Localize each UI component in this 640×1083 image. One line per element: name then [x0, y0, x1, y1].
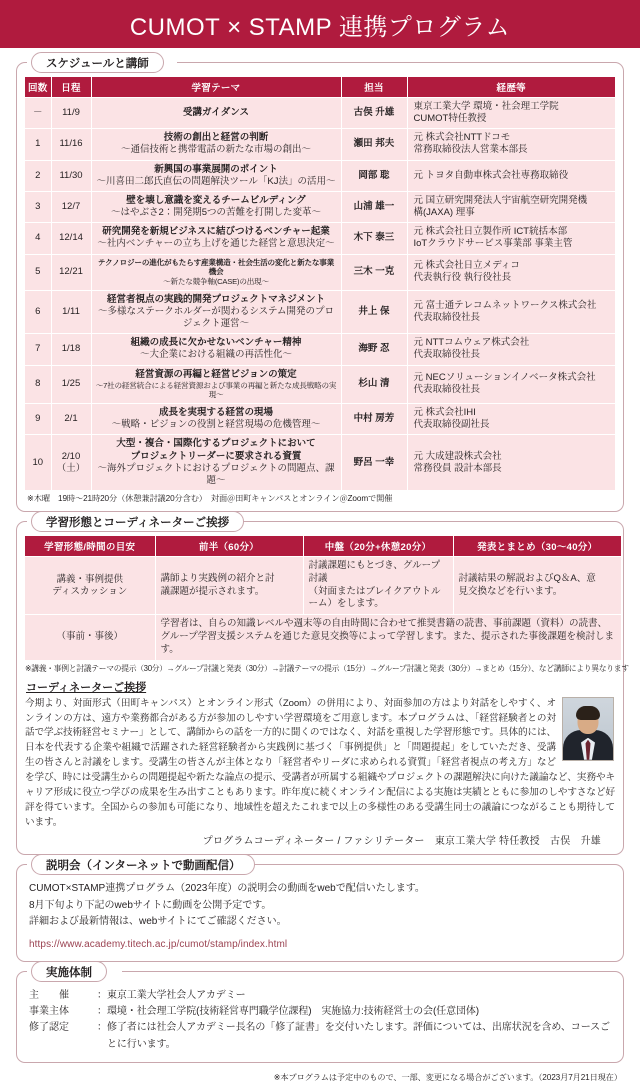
- cell-no: 1: [25, 129, 51, 160]
- briefing-line: 8月下旬より下記のwebサイトに動画を公開予定です。: [29, 899, 272, 911]
- organization-value: 修了者には社会人アカデミー長名の「修了証書」を交付いたします。評価については、出席状況を含め、コースごとに行います。: [107, 1022, 610, 1050]
- cell-lecturer: 杉山 清: [341, 365, 407, 404]
- section-heading-briefing: 説明会（インターネットで動画配信）: [31, 854, 255, 875]
- section-briefing: [16, 859, 624, 962]
- format-table: [25, 536, 621, 660]
- table-row: [25, 223, 615, 254]
- cell-date: 1/18: [51, 334, 91, 365]
- table-row: [25, 160, 615, 191]
- cell-no: 5: [25, 254, 51, 290]
- col-theme: 学習テーマ: [91, 77, 341, 98]
- cell-date: 1/25: [51, 365, 91, 404]
- cell-theme: 新興国の事業展開のポイント ～川喜田二郎氏直伝の問題解決ツール「KJ法」の活用～: [91, 160, 341, 191]
- cell-career: 元 大成建設株式会社 常務役員 設計本部長: [407, 435, 615, 490]
- greeting-title: コーディネーターご挨拶: [26, 681, 147, 694]
- cell-theme: 成長を実現する経営の現場 ～戦略・ビジョンの役割と経営現場の危機管理～: [91, 404, 341, 435]
- cell-format-detail: 討議課題にもとづき、グループ討議 （対面またはブレイクアウトルーム）をします。: [303, 557, 453, 615]
- cell-theme: 壁を壊し意識を変えるチームビルディング ～はやぶさ2：開発期5つの苦難を打開した変革～: [91, 191, 341, 222]
- greeting-body: 今期より、対面形式（田町キャンパス）とオンライン形式（Zoom）の併用により、対面参加の方はより対話をしやすく、オンラインの方は、遠方や業務都合がある方が参加のしやすい学習環境をご用意します。本プログラムは、「経営経験者との対話で学ぶ技術経営セミナー」として、講師からの話を一方的に聞くのではなく、対話を重視した学習形態です。具体的には、日本を代表する企業や組織で活躍された経営経験者から実践例に基づく「事例提供」と「問題提起」をしていただき、受講生の皆さんと討議をします。受講生の皆さんが主体となり「経営者やリーダに求められる資質」「経営者視点の考え方」などを学び、時には受講生からの問題提起や新たな論点の提示、受講者が所属する組織やプロジェクトの課題解決に向けた議論など、実務やキャリア形成に役立つ学びの成果を生み出すこともあります。昨年度に続くオンライン配信による実施は実績とともに参加のしやすさなど好評を得ています。全国からの参加も可能になり、地域性を超えたこれまで以上の多様性のある受講生同士の議論につながることも期待しています。: [25, 697, 615, 828]
- cell-theme: 大型・複合・国際化するプロジェクトにおいて プロジェクトリーダーに要求される資質 ～海外プロジェクトにおけるプロジェクトの問題点、課題～: [91, 435, 341, 490]
- col-middle: 中盤（20分+休憩20分）: [303, 536, 453, 557]
- organization-separator: ：: [97, 1006, 107, 1018]
- cell-lecturer: 木下 泰三: [341, 223, 407, 254]
- cell-theme: 経営者視点の実践的開発プロジェクトマネジメント ～多様なステークホルダーが関わるシステム開発のプロジェクト運営～: [91, 290, 341, 333]
- table-row: [25, 365, 615, 404]
- coordinator-photo: [562, 697, 614, 761]
- section-schedule: [16, 57, 624, 512]
- cell-theme: 研究開発を新規ビジネスに結びつけるベンチャー起業 ～社内ベンチャーの立ち上げを通じた経営と意思決定～: [91, 223, 341, 254]
- cell-no: －: [25, 98, 51, 129]
- page-banner: [0, 0, 640, 48]
- cell-career: 元 国立研究開発法人宇宙航空研究開発機 構(JAXA) 理事: [407, 191, 615, 222]
- col-career: 経歴等: [407, 77, 615, 98]
- cell-format-label: （事前・事後）: [25, 615, 155, 660]
- organization-separator: ：: [97, 1022, 107, 1034]
- cell-date: 12/7: [51, 191, 91, 222]
- briefing-url-link[interactable]: https://www.academy.titech.ac.jp/cumot/stamp/index.html: [29, 939, 288, 951]
- greeting-signature: プログラムコーディネーター / ファシリテーター 東京工業大学 特任教授 古俣 升雄: [202, 836, 601, 848]
- cell-career: 元 株式会社日立製作所 ICT統括本部 IoTクラウドサービス事業部 事業主管: [407, 223, 615, 254]
- cell-theme: 組織の成長に欠かせないベンチャー精神 ～大企業における組織の再活性化～: [91, 334, 341, 365]
- organization-rows: [25, 986, 615, 1055]
- footer-note: ※本プログラムは予定中のもので、一部、変更になる場合がございます。（2023月7月21日現在）: [273, 1072, 622, 1082]
- organization-label: 修了認定: [29, 1022, 69, 1034]
- table-row: [25, 290, 615, 333]
- cell-date: 11/30: [51, 160, 91, 191]
- cell-date: 12/14: [51, 223, 91, 254]
- cell-format-detail: 学習者は、自らの知識レベルや週末等の自由時間に合わせて推奨書籍の読書、事前課題（資料）の読書、グループ学習支援システムを通じた意見交換等によって学習します。また、提示された事後課題を検討します。: [155, 615, 621, 660]
- cell-no: 6: [25, 290, 51, 333]
- cell-no: 8: [25, 365, 51, 404]
- cell-lecturer: 瀬田 邦夫: [341, 129, 407, 160]
- briefing-line: CUMOT×STAMP連携プログラム（2023年度）の説明会の動画をwebで配信いたします。: [29, 883, 425, 895]
- photo-hair-shape: [576, 706, 600, 720]
- cell-date: 11/16: [51, 129, 91, 160]
- section-format: [16, 516, 629, 855]
- format-note: ※講義・事例と討議テーマの提示（30分）→グループ討議と発表（30分）→討議テーマの提示（15分）→グループ討議と発表（30分）→まとめ（15分）、など講師により異なります: [25, 663, 629, 673]
- table-header-row: [25, 536, 621, 557]
- briefing-lines: [25, 879, 615, 930]
- cell-no: 9: [25, 404, 51, 435]
- cell-lecturer: 山浦 雄一: [341, 191, 407, 222]
- cell-date: 11/9: [51, 98, 91, 129]
- cell-lecturer: 三木 一克: [341, 254, 407, 290]
- table-row: [25, 557, 621, 615]
- schedule-table: [25, 77, 615, 490]
- section-heading-format: 学習形態とコーディネーターご挨拶: [31, 511, 244, 532]
- organization-row: [29, 988, 611, 1004]
- cell-career: 元 NTTコムウェア株式会社 代表取締役社長: [407, 334, 615, 365]
- briefing-line: 詳細および最新情報は、webサイトにてご確認ください。: [29, 915, 287, 927]
- cell-career: 東京工業大学 環境・社会理工学院 CUMOT特任教授: [407, 98, 615, 129]
- table-row: [25, 615, 621, 660]
- organization-label: 主 催: [29, 990, 69, 1002]
- section-organization: [16, 966, 624, 1063]
- section-heading-schedule: スケジュールと講師: [31, 52, 164, 73]
- cell-theme: 受講ガイダンス: [91, 98, 341, 129]
- cell-format-detail: 討議結果の解説およびQ＆A、意 見交換などを行います。: [453, 557, 621, 615]
- table-row: [25, 404, 615, 435]
- col-presentation: 発表とまとめ（30～40分）: [453, 536, 621, 557]
- cell-date: 1/11: [51, 290, 91, 333]
- cell-lecturer: 野呂 一幸: [341, 435, 407, 490]
- cell-no: 3: [25, 191, 51, 222]
- cell-lecturer: 井上 保: [341, 290, 407, 333]
- cell-career: 元 株式会社NTTドコモ 常務取締役法人営業本部長: [407, 129, 615, 160]
- cell-lecturer: 岡部 聡: [341, 160, 407, 191]
- table-row: [25, 435, 615, 490]
- table-row: [25, 98, 615, 129]
- cell-career: 元 トヨタ自動車株式会社専務取締役: [407, 160, 615, 191]
- col-lecturer: 担当: [341, 77, 407, 98]
- organization-label: 事業主体: [29, 1006, 69, 1018]
- cell-career: 元 NECソリューションイノベータ株式会社 代表取締役社長: [407, 365, 615, 404]
- cell-theme: 経営資源の再編と経営ビジョンの策定 ～7社の経営統合による経営資源および事業の再編と新たな成長戦略の実現～: [91, 365, 341, 404]
- table-row: [25, 334, 615, 365]
- cell-date: 2/1: [51, 404, 91, 435]
- cell-career: 元 富士通テレコムネットワークス株式会社 代表取締役社長: [407, 290, 615, 333]
- cell-no: 2: [25, 160, 51, 191]
- cell-lecturer: 中村 房芳: [341, 404, 407, 435]
- page-title: CUMOT × STAMP 連携プログラム: [129, 13, 511, 41]
- cell-date: 12/21: [51, 254, 91, 290]
- organization-row: [29, 1020, 611, 1052]
- col-first-half: 前半（60分）: [155, 536, 303, 557]
- organization-row: [29, 1004, 611, 1020]
- col-format: 学習形態/時間の目安: [25, 536, 155, 557]
- cell-career: 元 株式会社IHI 代表取締役副社長: [407, 404, 615, 435]
- table-row: [25, 191, 615, 222]
- organization-value: 環境・社会理工学院(技術経営専門職学位課程) 実施協力:技術経営士の会(任意団体): [107, 1006, 479, 1018]
- section-heading-organization: 実施体制: [31, 961, 107, 982]
- cell-format-detail: 講師より実践例の紹介と討 議課題が提示されます。: [155, 557, 303, 615]
- schedule-note: ※木曜 19時～21時20分（休憩兼討議20分含む） 対面＠田町キャンパスとオンライン＠Zoomで開催: [27, 494, 393, 504]
- cell-theme: 技術の創出と経営の判断 ～通信技術と携帯電話の新たな市場の創出～: [91, 129, 341, 160]
- cell-no: 10: [25, 435, 51, 490]
- cell-date: 2/10 （土）: [51, 435, 91, 490]
- col-no: 回数: [25, 77, 51, 98]
- cell-lecturer: 古俣 升雄: [341, 98, 407, 129]
- cell-format-label: 講義・事例提供 ディスカッション: [25, 557, 155, 615]
- cell-no: 7: [25, 334, 51, 365]
- cell-lecturer: 海野 忍: [341, 334, 407, 365]
- table-row: [25, 129, 615, 160]
- cell-no: 4: [25, 223, 51, 254]
- table-header-row: [25, 77, 615, 98]
- organization-separator: ：: [97, 990, 107, 1002]
- table-row: [25, 254, 615, 290]
- organization-value: 東京工業大学社会人アカデミー: [107, 990, 246, 1002]
- col-date: 日程: [51, 77, 91, 98]
- cell-career: 元 株式会社日立メディコ 代表執行役 執行役社長: [407, 254, 615, 290]
- greeting-wrapper: [25, 697, 615, 831]
- cell-theme: テクノロジーの進化がもたらす産業構造・社会生活の変化と新たな事業機会 ～新たな競争軸(CASE)の出現～: [91, 254, 341, 290]
